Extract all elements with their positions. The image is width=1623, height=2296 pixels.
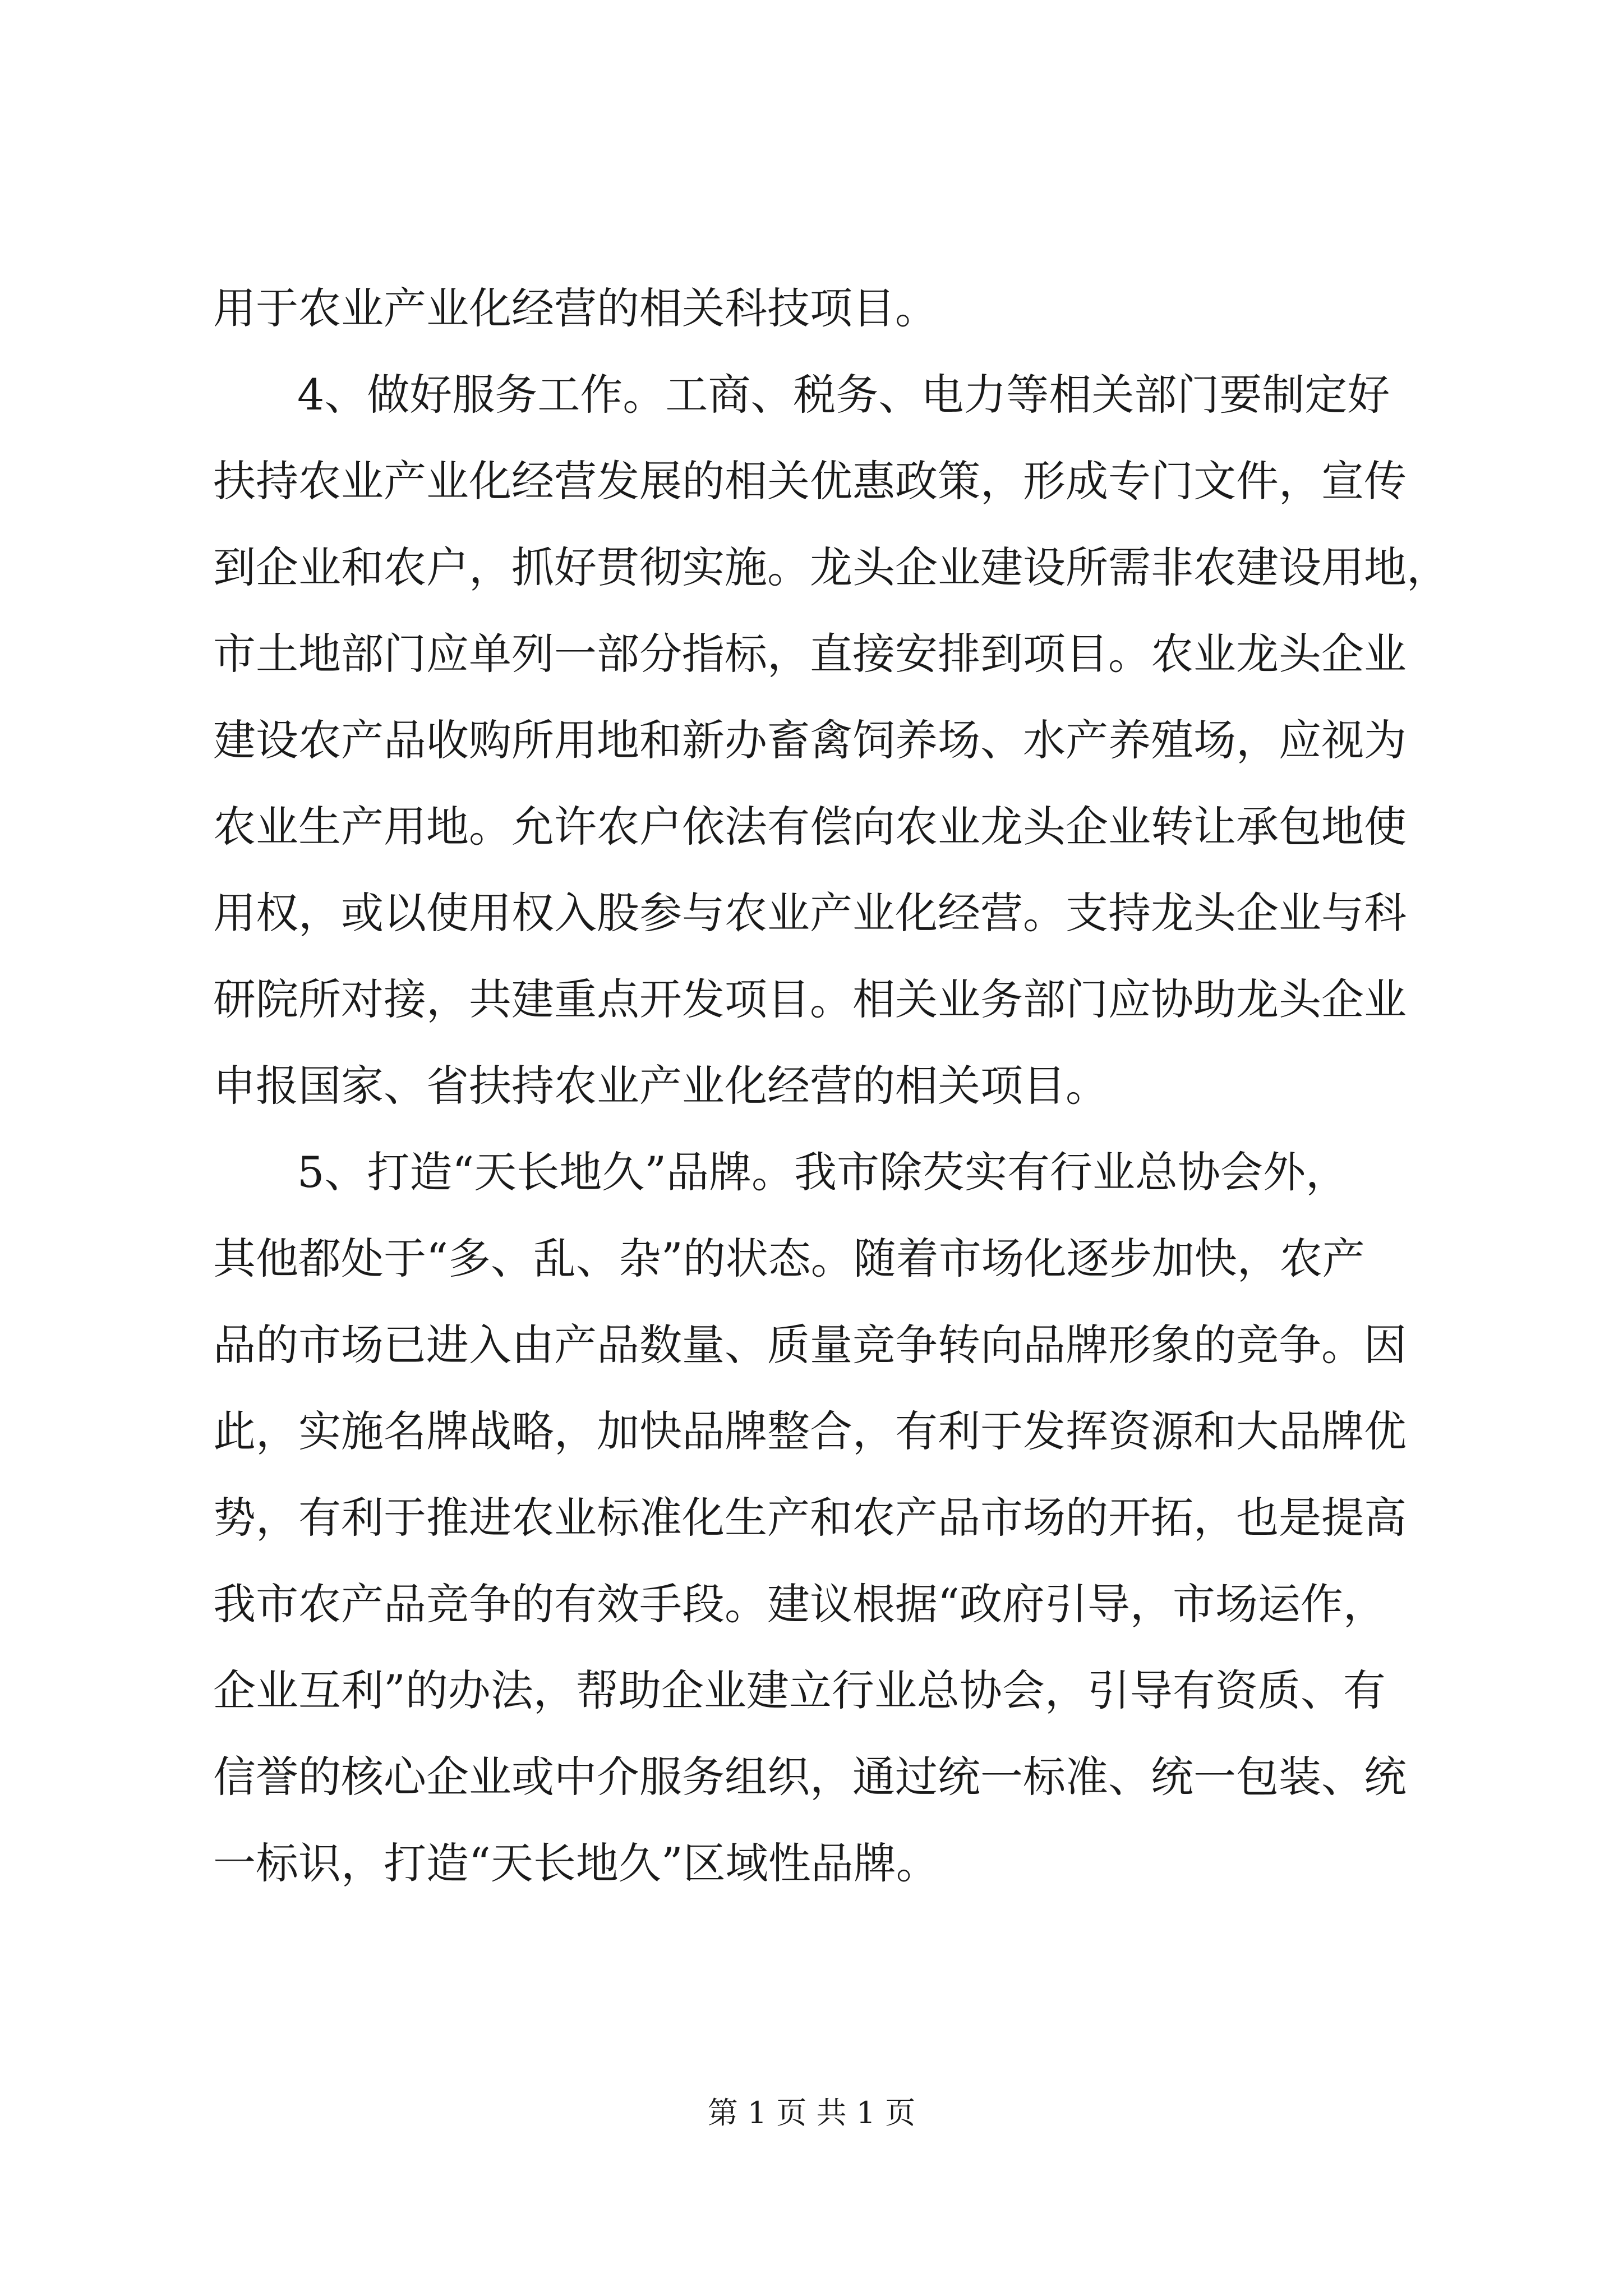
text-line: 用于农业产业化经营的相关科技项目。 (213, 283, 938, 333)
text-line: 4、做好服务工作。工商、税务、电力等相关部门要制定好 (297, 370, 1390, 420)
text-line: 企业互利”的办法，帮助企业建立行业总协会，引导有资质、有 (213, 1665, 1386, 1715)
text-line: 申报国家、省扶持农业产业化经营的相关项目。 (213, 1061, 1108, 1111)
text-line: 一标识，打造“天长地久”区域性品牌。 (213, 1838, 939, 1888)
text-line: 品的市场已进入由产品数量、质量竞争转向品牌形象的竞争。因 (213, 1320, 1407, 1370)
text-line: 信誉的核心企业或中介服务组织，通过统一标准、统一包装、统 (213, 1752, 1407, 1802)
text-line: 研院所对接，共建重点开发项目。相关业务部门应协助龙头企业 (213, 974, 1407, 1024)
text-line: 市土地部门应单列一部分指标，直接安排到项目。农业龙头企业 (213, 629, 1407, 679)
text-line: 扶持农业产业化经营发展的相关优惠政策，形成专门文件，宣传 (213, 456, 1407, 506)
page-number-footer: 第 1 页 共 1 页 (707, 2095, 916, 2131)
text-line: 用权，或以使用权入股参与农业产业化经营。支持龙头企业与科 (213, 888, 1407, 938)
text-line: 此，实施名牌战略，加快品牌整合，有利于发挥资源和大品牌优 (213, 1406, 1407, 1456)
text-line: 势，有利于推进农业标准化生产和农产品市场的开拓，也是提高 (213, 1493, 1407, 1543)
text-line: 农业生产用地。允许农户依法有偿向农业龙头企业转让承包地使 (213, 802, 1407, 852)
text-line: 到企业和农户，抓好贯彻实施。龙头企业建设所需非农建设用地， (213, 542, 1449, 592)
text-line: 建设农产品收购所用地和新办畜禽饲养场、水产养殖场，应视为 (213, 715, 1407, 765)
text-line: 我市农产品竞争的有效手段。建议根据“政府引导，市场运作， (213, 1579, 1386, 1629)
text-line: 其他都处于“多、乱、杂”的状态。随着市场化逐步加快，农产 (213, 1234, 1365, 1283)
text-line: 5、打造“天长地久”品牌。我市除芡实有行业总协会外， (297, 1147, 1349, 1197)
